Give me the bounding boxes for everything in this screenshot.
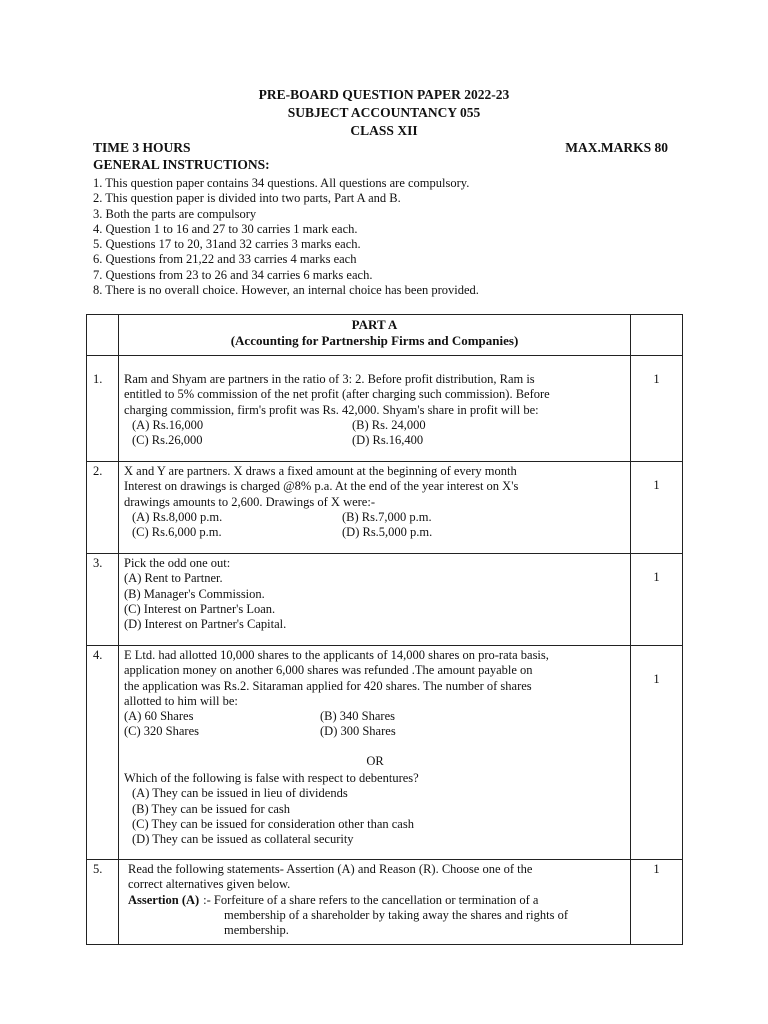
instruction-item: 6. Questions from 21,22 and 33 carries 4 marks each	[93, 252, 357, 267]
option: (C) They can be issued for consideration other than cash	[132, 816, 414, 831]
class-line: CLASS XII	[350, 123, 418, 138]
part-a-heading	[119, 315, 631, 356]
subject-line: SUBJECT ACCOUNTANCY 055	[287, 105, 481, 120]
question-marks: 1	[631, 356, 683, 462]
option: (B) They can be issued for cash	[132, 801, 291, 816]
option: (C) 320 Shares	[124, 724, 199, 739]
question-number: 3.	[87, 554, 119, 646]
question-row	[87, 462, 683, 554]
question-number: 5.	[87, 860, 119, 945]
paper-title: PRE-BOARD QUESTION PAPER 2022-23	[258, 87, 510, 102]
time-label: TIME 3 HOURS	[93, 140, 191, 155]
option: (B) 340 Shares	[320, 709, 395, 724]
assertion: Assertion (A) :- Forfeiture of a share refers to the cancellation or termination of a	[128, 892, 539, 907]
paper-header	[0, 86, 768, 140]
question-number: 4.	[87, 646, 119, 860]
general-instructions-title: GENERAL INSTRUCTIONS:	[93, 157, 270, 172]
question-row	[87, 356, 683, 462]
option: (B) Rs. 24,000	[352, 417, 426, 432]
question-text: Read the following statements- Assertion (A) and Reason (R). Choose one of the correct alternatives given below. Assertion (A) :- Forfeiture of a share refers to the cancellation or termination of a membership of a shareholder by taking away the shares and rights of membership.	[119, 860, 631, 945]
instruction-item: 4. Question 1 to 16 and 27 to 30 carries 1 mark each.	[93, 221, 358, 236]
instruction-item: 3. Both the parts are compulsory	[93, 206, 257, 221]
question-text: Pick the odd one out: (A) Rent to Partner. (B) Manager's Commission. (C) Interest on Partner's Loan. (D) Interest on Partner's Capital.	[119, 554, 631, 646]
question-number: 1.	[87, 356, 119, 462]
option: (D) Rs.16,400	[352, 433, 424, 448]
options-grid	[124, 418, 626, 449]
question-row	[87, 860, 683, 945]
option: (A) They can be issued in lieu of dividends	[132, 786, 348, 801]
max-marks-label: MAX.MARKS 80	[565, 140, 668, 155]
option: (B) Rs.7,000 p.m.	[342, 509, 432, 524]
option: (D) They can be issued as collateral security	[132, 832, 354, 847]
or-separator: OR	[366, 753, 384, 768]
question-table	[86, 314, 683, 945]
question-text: X and Y are partners. X draws a fixed amount at the beginning of every month Interest on drawings is charged @8% p.a. At the end of the year interest on X's drawings amounts to 2,600. Drawings of X were:- (A) Rs.8,000 p.m. (B) Rs.7,000 p.m. (C) Rs.6,000 p.m. (D) Rs.5,000 p.m.	[119, 462, 631, 554]
question-row	[87, 554, 683, 646]
question-marks: 1	[631, 554, 683, 646]
question-number: 2.	[87, 462, 119, 554]
instruction-item: 2. This question paper is divided into two parts, Part A and B.	[93, 191, 401, 206]
option: (C) Rs.26,000	[132, 433, 203, 448]
instruction-item: 5. Questions 17 to 20, 31and 32 carries 3 marks each.	[93, 237, 361, 252]
alt-question: Which of the following is false with respect to debentures?	[124, 771, 419, 786]
instruction-item: 7. Questions from 23 to 26 and 34 carries 6 marks each.	[93, 267, 373, 282]
option: (A) Rs.8,000 p.m.	[132, 509, 223, 524]
part-a-title: PART A	[351, 317, 398, 332]
instruction-item: 1. This question paper contains 34 questions. All questions are compulsory.	[93, 176, 470, 190]
option: (D) 300 Shares	[320, 724, 396, 739]
options-grid	[124, 709, 626, 740]
option: (A) 60 Shares	[124, 709, 194, 724]
assertion-label: Assertion (A)	[128, 892, 200, 907]
question-marks: 1	[631, 462, 683, 554]
option: (C) Rs.6,000 p.m.	[132, 525, 222, 540]
question-row	[87, 646, 683, 860]
question-text: E Ltd. had allotted 10,000 shares to the applicants of 14,000 shares on pro-rata basis, application money on another 6,000 shares was refunded .The amount payable on the application was Rs.2. Sitaraman applied for 420 shares. The number of shares allotted to him will be: (A) 60 Shares (B) 340 Shares (C) 320 Shares (D) 300 Shares OR Which of the following is false with respect to debentures? (A) They can be issued in lieu of dividends (B) They can be issued for cash (C) They can be issued for consideration other than cash (D) They can be issued as collateral security	[119, 646, 631, 860]
question-marks: 1	[631, 860, 683, 945]
options-grid	[124, 510, 626, 541]
option: (A) Rs.16,000	[132, 417, 204, 432]
option: (D) Rs.5,000 p.m.	[342, 525, 433, 540]
part-a-subtitle: (Accounting for Partnership Firms and Companies)	[230, 333, 519, 348]
question-marks: 1	[631, 646, 683, 860]
question-text: Ram and Shyam are partners in the ratio of 3: 2. Before profit distribution, Ram is entitled to 5% commission of the net profit (after charging such commission). Before charging commission, firm's profit was Rs. 42,000. Shyam's share in profit will be: (A) Rs.16,000 (B) Rs. 24,000 (C) Rs.26,000 (D) Rs.16,400	[119, 356, 631, 462]
instructions-list	[93, 176, 693, 298]
time-marks-row	[93, 140, 668, 156]
part-a-header-row	[87, 315, 683, 356]
instruction-item: 8. There is no overall choice. However, an internal choice has been provided.	[93, 283, 479, 298]
